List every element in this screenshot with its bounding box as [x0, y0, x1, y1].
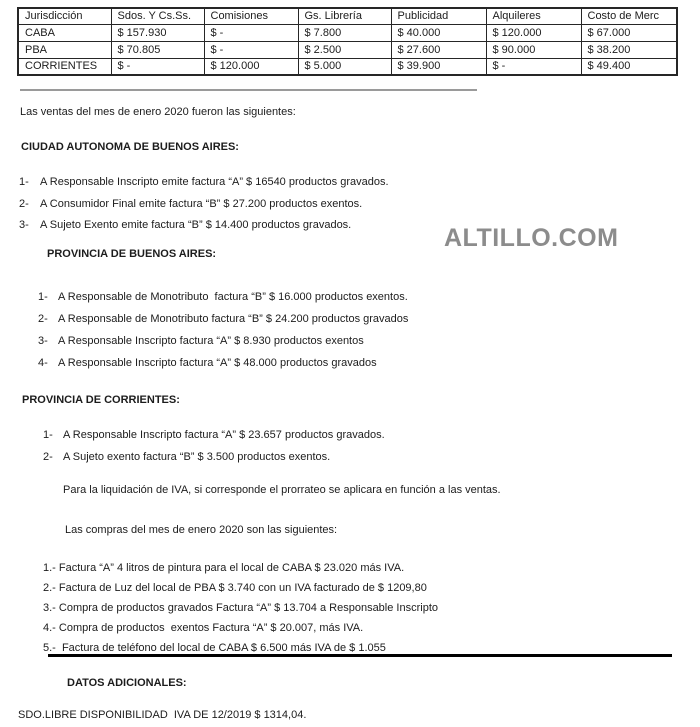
list-item	[38, 286, 408, 308]
corrientes-sales-list	[43, 424, 385, 468]
table-header-cell: Jurisdicción	[18, 8, 111, 24]
table-cell: $ 2.500	[298, 41, 391, 58]
list-item	[19, 215, 389, 237]
table-cell: $ 90.000	[486, 41, 581, 58]
table-cell: $ 7.800	[298, 24, 391, 41]
list-item-text: A Responsable de Monotributo factura “B” $ 24.200 productos gravados	[58, 313, 409, 325]
list-item: 4.- Compra de productos exentos Factura “A” $ 20.007, más IVA.	[43, 622, 364, 634]
table-cell: $ -	[111, 58, 204, 75]
table-cell: $ -	[204, 24, 298, 41]
table-header-cell: Costo de Merc	[581, 8, 677, 24]
list-item-text: A Sujeto exento factura “B” $ 3.500 productos exentos.	[63, 451, 331, 463]
table-cell: $ 27.600	[391, 41, 486, 58]
list-item-text: A Responsable Inscripto factura “A” $ 8.930 productos exentos	[58, 335, 364, 347]
table-cell: $ 120.000	[486, 24, 581, 41]
table-row	[18, 58, 677, 75]
prorrateo-note: Para la liquidación de IVA, si corresponde el prorrateo se aplicara en función a las ventas.	[63, 484, 501, 496]
table-cell: $ 49.400	[581, 58, 677, 75]
sdo-libre-note: SDO.LIBRE DISPONIBILIDAD IVA DE 12/2019 $ 1314,04.	[18, 709, 307, 721]
table-header-cell: Gs. Librería	[298, 8, 391, 24]
list-item: 5.- Factura de teléfono del local de CABA $ 6.500 más IVA de $ 1.055	[43, 642, 386, 654]
table-header-cell: Sdos. Y Cs.Ss.	[111, 8, 204, 24]
table-header-row	[18, 8, 677, 24]
list-item-number: 1-	[38, 291, 48, 303]
table-cell: $ 40.000	[391, 24, 486, 41]
list-item-text: A Sujeto Exento emite factura “B” $ 14.400 productos gravados.	[40, 219, 352, 231]
list-item	[19, 172, 389, 194]
table-cell: $ 157.930	[111, 24, 204, 41]
table-row	[18, 24, 677, 41]
heading-datos-adicionales: DATOS ADICIONALES:	[67, 677, 187, 689]
table-cell: $ -	[204, 41, 298, 58]
list-item: 3.- Compra de productos gravados Factura “A” $ 13.704 a Responsable Inscripto	[43, 602, 438, 614]
list-item-number: 1-	[43, 429, 53, 441]
list-item	[43, 424, 385, 446]
compras-list	[43, 558, 438, 658]
table-cell: CORRIENTES	[18, 58, 111, 75]
ventas-intro: Las ventas del mes de enero 2020 fueron las siguientes:	[20, 106, 296, 118]
list-item-number: 2-	[38, 313, 48, 325]
table-cell: PBA	[18, 41, 111, 58]
table-header-cell: Comisiones	[204, 8, 298, 24]
table-row	[18, 41, 677, 58]
list-item-number: 1-	[19, 176, 29, 188]
list-item-number: 2-	[19, 197, 29, 210]
table-cell: $ -	[486, 58, 581, 75]
heading-corrientes: PROVINCIA DE CORRIENTES:	[22, 394, 180, 406]
list-item-text: A Responsable Inscripto factura “A” $ 23.657 productos gravados.	[63, 429, 385, 441]
list-item	[38, 308, 408, 330]
section-divider	[20, 89, 477, 91]
expenses-table	[17, 7, 678, 76]
caba-sales-list	[19, 172, 389, 237]
list-item-number: 2-	[43, 451, 53, 463]
table-cell: $ 120.000	[204, 58, 298, 75]
pba-sales-list	[38, 286, 408, 374]
list-item	[19, 194, 389, 216]
list-item: 2.- Factura de Luz del local de PBA $ 3.740 con un IVA facturado de $ 1209,80	[43, 582, 427, 594]
list-item-text: A Responsable Inscripto emite factura “A” $ 16540 productos gravados.	[40, 176, 389, 188]
list-item-text: A Consumidor Final emite factura “B” $ 27.200 productos exentos.	[40, 197, 363, 210]
compras-intro: Las compras del mes de enero 2020 son las siguientes:	[65, 524, 338, 536]
list-item-number: 3-	[19, 219, 29, 231]
heading-pba: PROVINCIA DE BUENOS AIRES:	[47, 248, 217, 260]
list-item-number: 3-	[38, 335, 48, 347]
table-cell: $ 67.000	[581, 24, 677, 41]
list-item: 1.- Factura “A” 4 litros de pintura para el local de CABA $ 23.020 más IVA.	[43, 562, 405, 574]
altillo-watermark: ALTILLO.COM	[444, 224, 619, 252]
heading-caba: CIUDAD AUTONOMA DE BUENOS AIRES:	[21, 141, 239, 153]
table-header-cell: Publicidad	[391, 8, 486, 24]
table-cell: $ 5.000	[298, 58, 391, 75]
table-cell: $ 70.805	[111, 41, 204, 58]
table-cell: $ 38.200	[581, 41, 677, 58]
list-item-number: 4-	[38, 357, 48, 369]
table-cell: $ 39.900	[391, 58, 486, 75]
list-item	[43, 446, 385, 468]
list-item	[38, 330, 408, 352]
list-item	[38, 352, 408, 374]
list-item-text: A Responsable Inscripto factura “A” $ 48.000 productos gravados	[58, 357, 377, 369]
list-item-text: A Responsable de Monotributo factura “B” $ 16.000 productos exentos.	[58, 291, 408, 303]
table-cell: CABA	[18, 24, 111, 41]
bottom-rule	[48, 654, 672, 657]
table-header-cell: Alquileres	[486, 8, 581, 24]
